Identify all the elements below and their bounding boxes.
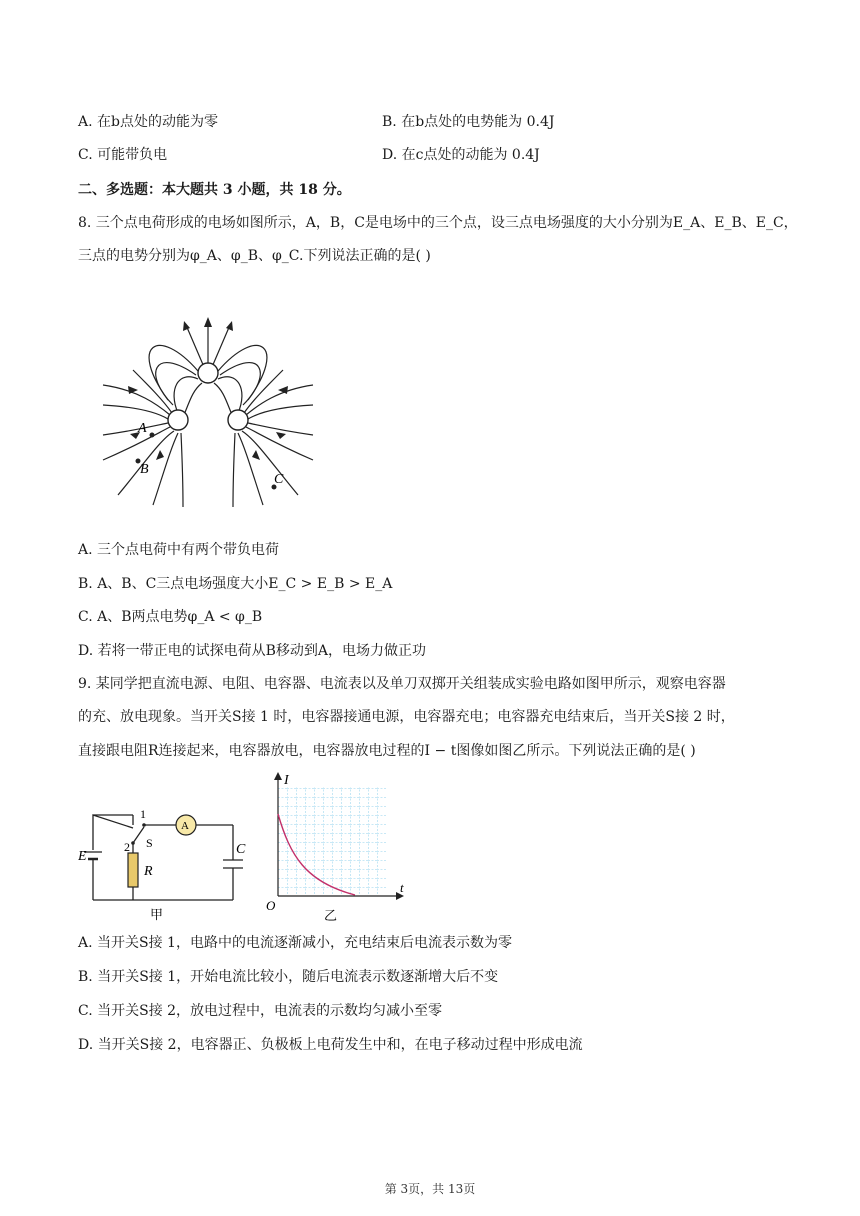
q8-stem-line-2: 三点的电势分别为φ_A、φ_B、φ_C.下列说法正确的是( ) xyxy=(78,248,431,264)
graph-caption: 乙 xyxy=(324,909,338,924)
q9-option-b: B. 当开关S接 1，开始电流比较小，随后电流表示数逐渐增大后不变 xyxy=(78,969,499,985)
switch-label: S xyxy=(146,836,153,850)
q9-stem-line-2: 的充、放电现象。当开关S接 1 时，电容器接通电源，电容器充电；电容器充电结束后，当开关S接 2 时， xyxy=(78,709,735,725)
graph-x-label: t xyxy=(400,880,404,895)
emf-label: E xyxy=(78,849,87,864)
q7-option-b: B. 在b点处的电势能为 0.4J xyxy=(382,114,555,130)
q7-option-c: C. 可能带负电 xyxy=(78,147,168,163)
point-c-label: C xyxy=(274,472,284,487)
circuit-diagram xyxy=(78,805,258,925)
q7-option-d: D. 在c点处的动能为 0.4J xyxy=(382,147,540,163)
q9-stem-line-3: 直接跟电阻R连接起来，电容器放电，电容器放电过程的I − t图像如图乙所示。下列说法正确的是( ) xyxy=(78,743,696,759)
section-header: 二、多选题：本大题共 3 小题，共 18 分。 xyxy=(78,182,351,198)
ammeter-label: A xyxy=(181,820,189,832)
switch-pos-2-label: 2 xyxy=(124,840,130,854)
circuit-caption: 甲 xyxy=(150,908,164,923)
switch-pos-1-label: 1 xyxy=(140,807,146,821)
point-a-label: A xyxy=(138,421,147,436)
current-time-graph xyxy=(260,770,410,930)
q7-option-a: A. 在b点处的动能为零 xyxy=(78,114,218,130)
resistor-label: R xyxy=(144,864,153,879)
q8-stem-line-1: 8. 三个点电荷形成的电场如图所示，A，B，C是电场中的三个点，设三点电场强度的大小分别为E_A、E_B、E_C， xyxy=(78,215,798,231)
q8-option-c: C. A、B两点电势φ_A < φ_B xyxy=(78,609,263,625)
q9-option-c: C. 当开关S接 2，放电过程中，电流表的示数均匀减小至零 xyxy=(78,1003,443,1019)
q8-option-a: A. 三个点电荷中有两个带负电荷 xyxy=(78,542,280,558)
graph-origin-label: O xyxy=(266,898,276,913)
capacitor-label: C xyxy=(236,842,246,857)
page-footer: 第 3页，共 13页 xyxy=(384,1182,476,1196)
q9-option-a: A. 当开关S接 1，电路中的电流逐渐减小，充电结束后电流表示数为零 xyxy=(78,935,512,951)
graph-y-label: I xyxy=(284,773,289,788)
q9-stem-line-1: 9. 某同学把直流电源、电阻、电容器、电流表以及单刀双掷开关组装成实验电路如图甲所示，观察电容器 xyxy=(78,676,726,692)
q9-option-d: D. 当开关S接 2，电容器正、负极板上电荷发生中和，在电子移动过程中形成电流 xyxy=(78,1037,583,1053)
q8-option-b: B. A、B、C三点电场强度大小E_C > E_B > E_A xyxy=(78,576,393,592)
electric-field-figure xyxy=(98,315,318,510)
q8-option-d: D. 若将一带正电的试探电荷从B移动到A，电场力做正功 xyxy=(78,643,427,659)
point-b-label: B xyxy=(140,462,149,477)
